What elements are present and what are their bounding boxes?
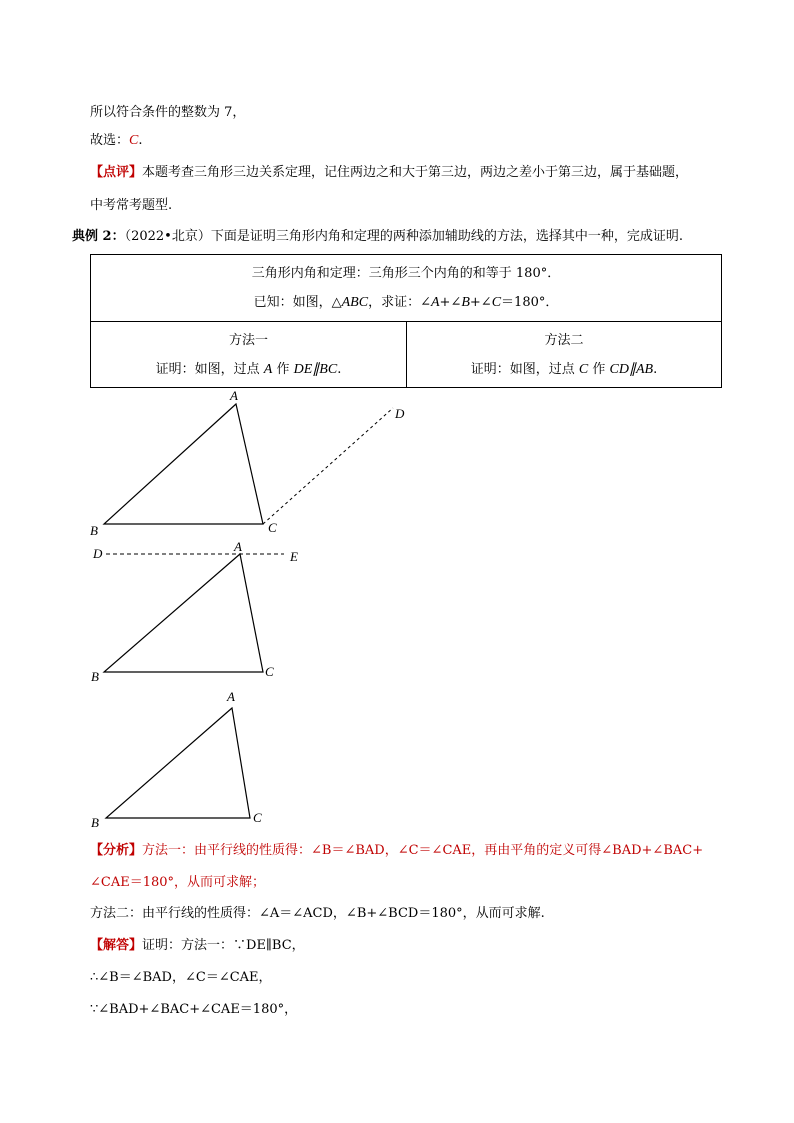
figure-2-label-e: E bbox=[290, 549, 298, 564]
figure-2-label-c: C bbox=[265, 664, 274, 679]
method-2-suffix: . bbox=[653, 361, 658, 377]
method-1-prefix: 证明：如图，过点 bbox=[155, 361, 264, 377]
answer-choice: C bbox=[129, 133, 139, 148]
answer-suffix: . bbox=[138, 133, 143, 148]
method-1-mid: 作 bbox=[272, 361, 294, 377]
given-mid: ，求证：∠ bbox=[368, 295, 431, 310]
given-plus-2: +∠ bbox=[469, 295, 492, 310]
analysis-line-1 bbox=[90, 842, 703, 860]
figure-3 bbox=[91, 689, 262, 830]
method-2-mid: 作 bbox=[588, 361, 610, 377]
given-angle-c: C bbox=[491, 295, 502, 310]
analysis-text-2: ∠CAE＝180°，从而可求解； bbox=[90, 875, 266, 890]
solution-text-2: ∴∠B＝∠BAD，∠C＝∠CAE， bbox=[90, 970, 272, 985]
solution-line-3 bbox=[90, 1001, 297, 1019]
figure-1-label-b: B bbox=[90, 523, 98, 538]
given-suffix: ＝180°． bbox=[501, 295, 559, 310]
theorem-statement: 三角形内角和定理：三角形三个内角的和等于 180°． bbox=[251, 266, 561, 281]
solution-line-1 bbox=[90, 937, 305, 955]
figure-1-label-c: C bbox=[268, 520, 277, 535]
method-2-line: CD∥AB bbox=[609, 361, 654, 377]
method-2-title: 方法二 bbox=[544, 332, 584, 348]
figure-3-triangle bbox=[106, 708, 250, 818]
comment-text-1: 本题考查三角形三边关系定理，记住两边之和大于第三边，两边之差小于第三边，属于基础题， bbox=[142, 165, 689, 180]
comment-text-2: 中考常考题型. bbox=[90, 198, 173, 213]
given-angle-b: B bbox=[461, 295, 470, 310]
solution-text-3: ∵∠BAD+∠BAC+∠CAE＝180°， bbox=[90, 1002, 298, 1017]
analysis-line-3 bbox=[90, 905, 545, 923]
method-1-point: A bbox=[263, 361, 273, 377]
given-prefix: 已知：如图，△ bbox=[253, 295, 342, 310]
integer-count-text: 所以符合条件的整数为 7， bbox=[90, 105, 246, 120]
figure-3-label-a: A bbox=[227, 689, 235, 704]
comment-tag: 【点评】 bbox=[90, 165, 143, 180]
answer-prefix: 故选： bbox=[90, 133, 130, 148]
figure-2 bbox=[91, 539, 298, 684]
example-label: 典例 2： bbox=[72, 229, 125, 244]
method-1-suffix: . bbox=[337, 361, 342, 377]
solution-text-1: 证明：方法一：∵DE∥BC， bbox=[142, 938, 305, 953]
analysis-text-1: 方法一：由平行线的性质得：∠B＝∠BAD，∠C＝∠CAE，再由平角的定义可得∠BAD+∠BAC+ bbox=[142, 843, 704, 858]
given-angle-a: A bbox=[430, 295, 440, 310]
figure-1 bbox=[90, 388, 405, 538]
figure-3-label-c: C bbox=[253, 810, 262, 825]
method-2-prefix: 证明：如图，过点 bbox=[470, 361, 579, 377]
figure-2-label-a: A bbox=[234, 539, 242, 554]
figure-1-triangle bbox=[104, 404, 263, 524]
solution-tag: 【解答】 bbox=[90, 938, 143, 953]
example-text: （2022•北京）下面是证明三角形内角和定理的两种添加辅助线的方法，选择其中一种，完成证明. bbox=[124, 229, 683, 244]
figure-1-dashed-cd bbox=[263, 408, 393, 524]
figure-2-label-d: D bbox=[93, 546, 103, 561]
figure-2-label-b: B bbox=[91, 669, 99, 684]
method-1-line: DE∥BC bbox=[293, 361, 338, 377]
given-triangle: ABC bbox=[341, 295, 369, 310]
figure-1-label-d: D bbox=[395, 406, 405, 421]
analysis-line-2 bbox=[90, 874, 265, 892]
method-1-title: 方法一 bbox=[228, 332, 268, 348]
analysis-text-3: 方法二：由平行线的性质得：∠A＝∠ACD，∠B+∠BCD＝180°，从而可求解. bbox=[90, 906, 545, 921]
figure-2-triangle bbox=[104, 554, 263, 672]
solution-line-2 bbox=[90, 969, 272, 987]
method-2-point: C bbox=[578, 361, 589, 377]
figure-3-label-b: B bbox=[91, 815, 99, 830]
given-plus-1: +∠ bbox=[439, 295, 462, 310]
analysis-tag: 【分析】 bbox=[90, 843, 143, 858]
figure-1-label-a: A bbox=[230, 388, 238, 403]
